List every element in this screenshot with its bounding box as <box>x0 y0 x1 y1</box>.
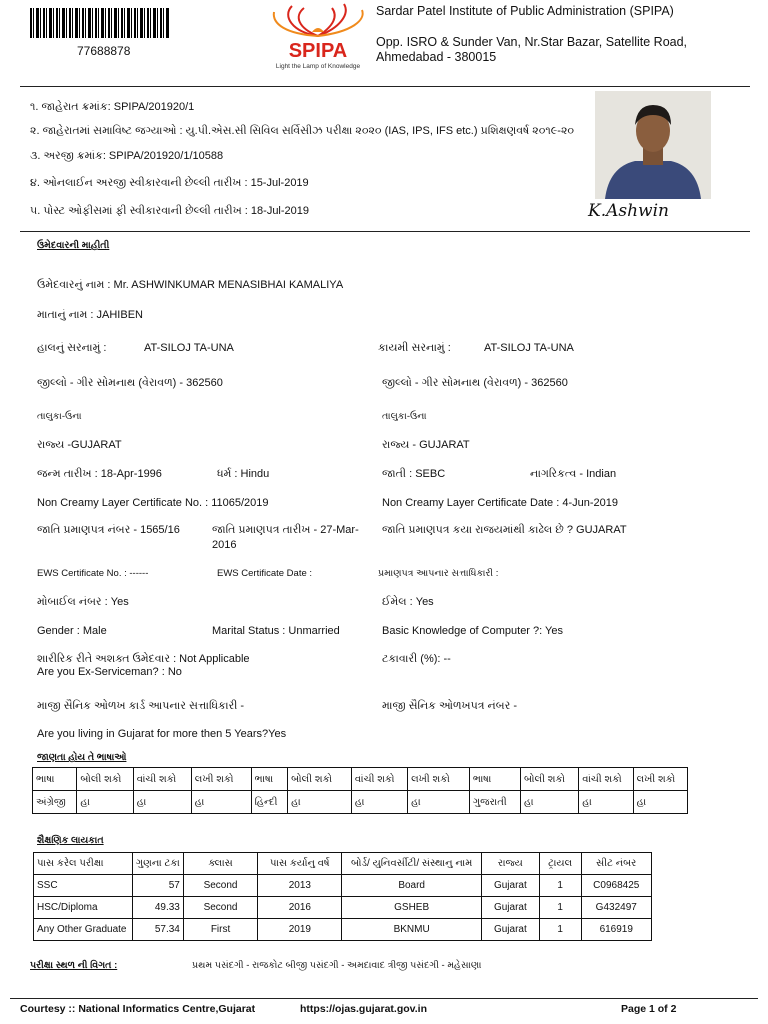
exam-place-label: પરીક્ષા સ્થળ ની વિગત : <box>30 960 118 971</box>
permanent-address-label: કાયમી સરનામું : <box>378 342 451 354</box>
date-of-birth: જન્મ તારીખ : 18-Apr-1996 <box>37 468 162 480</box>
edu-header-cell: પાસ કર્યાનુ વર્ષ <box>258 853 342 875</box>
edu-cell: 1 <box>539 897 581 919</box>
mother-name: માતાનું નામ : JAHIBEN <box>37 309 143 321</box>
edu-cell: Gujarat <box>481 919 539 941</box>
disability: શારીરિક રીતે અશક્ત ઉમેદવાર : Not Applicable <box>37 653 250 665</box>
spipa-logo <box>262 2 374 80</box>
education-table <box>33 852 652 941</box>
district-current: જીલ્લો - ગીર સોમનાથ (વેરાવળ) - 362560 <box>37 377 223 389</box>
edu-cell: G432497 <box>581 897 651 919</box>
edu-header-cell: પાસ કરેલ પરીક્ષા <box>34 853 133 875</box>
gender: Gender : Male <box>37 625 107 637</box>
education-row <box>34 875 652 897</box>
lang-cell: હા <box>579 791 633 814</box>
candidate-signature: K.Ashwin <box>588 201 669 221</box>
certificate-authority: પ્રમાણપત્ર આપનાર સત્તાધિકારી : <box>378 568 499 579</box>
lang-header-cell: બોલી શકો <box>77 768 133 791</box>
lang-cell: હા <box>521 791 579 814</box>
caste-certificate-no: જાતિ પ્રમાણપત્ર નંબર - 1565/16 <box>37 524 180 536</box>
ex-serviceman-card-authority: માજી સૈનિક ઓળખ કાર્ડ આપનાર સત્તાધિકારી - <box>37 700 245 712</box>
fee-last-date: ૫. પોસ્ટ ઓફીસમાં ફી સ્વીકારવાની છેલ્લી તારીખ : 18-Jul-2019 <box>30 205 310 217</box>
institute-name: Sardar Patel Institute of Public Administration (SPIPA) <box>376 4 674 18</box>
edu-cell: First <box>183 919 257 941</box>
lang-cell: ગુજરાતી <box>469 791 520 814</box>
lang-cell: હા <box>633 791 687 814</box>
state-permanent: રાજ્ય - GUJARAT <box>382 439 470 451</box>
edu-cell: C0968425 <box>581 875 651 897</box>
lang-header-cell: બોલી શકો <box>288 768 352 791</box>
lang-header-cell: ભાષા <box>33 768 77 791</box>
living-in-gujarat: Are you living in Gujarat for more then 5 Years?Yes <box>37 728 287 740</box>
nationality: નાગરિકત્વ - Indian <box>530 468 617 480</box>
education-title: શૈક્ષણિક લાયકાત <box>37 835 104 846</box>
online-last-date: ૪. ઓનલાઈન અરજી સ્વીકારવાની છેલ્લી તારીખ : 15-Jul-2019 <box>30 177 309 189</box>
caste-certificate-state: જાતિ પ્રમાણપત્ર કયા રાજયમાંથી કાઢેલ છે ? GUJARAT <box>382 524 627 536</box>
edu-cell: Any Other Graduate <box>34 919 133 941</box>
candidate-photo <box>595 91 711 199</box>
edu-cell: 1 <box>539 919 581 941</box>
edu-cell: Board <box>342 875 481 897</box>
section-divider <box>20 231 750 232</box>
header-divider <box>20 86 750 87</box>
ews-certificate-date: EWS Certificate Date : <box>217 568 313 579</box>
ncl-certificate-no: Non Creamy Layer Certificate No. : 11065/2019 <box>37 497 269 509</box>
footer-divider <box>10 998 758 999</box>
lang-cell: હા <box>288 791 352 814</box>
current-address: AT-SILOJ TA-UNA <box>144 342 234 354</box>
current-address-label: હાલનું સરનામું : <box>37 342 107 354</box>
lang-cell: હા <box>77 791 133 814</box>
lang-header-cell: લખી શકો <box>633 768 687 791</box>
edu-cell: GSHEB <box>342 897 481 919</box>
ex-serviceman-card-no: માજી સૈનિક ઓળખપત્ર નંબર - <box>382 700 517 712</box>
exam-place-choices: પ્રથમ પસંદગી - રાજકોટ બીજી પસંદગી - અમદાવાદ ત્રીજી પસંદગી - મહેસાણા <box>192 960 482 971</box>
lang-header-cell: લખી શકો <box>408 768 470 791</box>
edu-cell: SSC <box>34 875 133 897</box>
edu-cell: 2019 <box>258 919 342 941</box>
edu-header-cell: બોર્ડ/ યુનિવર્સીટી/ સંસ્થાનુ નામ <box>342 853 481 875</box>
taluka-current: તાલુકા-ઉના <box>37 411 82 422</box>
caste-certificate-date: જાતિ પ્રમાણપત્ર તારીખ - 27-Mar- <box>212 524 359 536</box>
edu-cell: BKNMU <box>342 919 481 941</box>
permanent-address: AT-SILOJ TA-UNA <box>484 342 574 354</box>
languages-header-row <box>33 768 688 791</box>
advert-number: ૧. જાહેરાત ક્રમાંક: SPIPA/201920/1 <box>30 101 195 113</box>
edu-cell: 49.33 <box>132 897 183 919</box>
religion: ધર્મ : Hindu <box>217 468 270 480</box>
edu-cell: Gujarat <box>481 875 539 897</box>
taluka-permanent: તાલુકા-ઉના <box>382 411 427 422</box>
edu-cell: 616919 <box>581 919 651 941</box>
application-number: ૩. અરજી ક્રમાંક: SPIPA/201920/1/10588 <box>30 150 224 162</box>
lang-header-cell: વાંચી શકો <box>351 768 407 791</box>
education-row <box>34 897 652 919</box>
lang-cell: હા <box>408 791 470 814</box>
email: ઈમેલ : Yes <box>382 596 434 608</box>
caste: જાતી : SEBC <box>382 468 446 480</box>
lang-header-cell: ભાષા <box>251 768 287 791</box>
ncl-certificate-date: Non Creamy Layer Certificate Date : 4-Jun-2019 <box>382 497 618 509</box>
advert-posts: ૨. જાહેરાતમાં સમાવિષ્ટ જગ્યાઓ : યુ.પી.એસ.સી સિવિલ સર્વિસીઝ પરીક્ષા ૨૦૨૦ (IAS, IPS, IFS etc.) પ્રશિક્ષણવર્ષ ૨૦૧૯-૨૦ <box>30 125 575 137</box>
svg-text:SPIPA: SPIPA <box>288 40 348 62</box>
edu-header-cell: ગુણના ટકા <box>132 853 183 875</box>
edu-cell: HSC/Diploma <box>34 897 133 919</box>
lang-header-cell: વાંચી શકો <box>133 768 191 791</box>
edu-cell: 2013 <box>258 875 342 897</box>
languages-title: જાણતા હોય તે ભાષાઓ <box>37 752 127 763</box>
mobile: મોબાઈલ નંબર : Yes <box>37 596 129 608</box>
education-header-row <box>34 853 652 875</box>
ex-serviceman: Are you Ex-Serviceman? : No <box>37 666 182 678</box>
lang-header-cell: લખી શકો <box>191 768 251 791</box>
education-row <box>34 919 652 941</box>
barcode <box>30 8 170 38</box>
caste-certificate-date-year: 2016 <box>212 539 237 551</box>
edu-cell: 57 <box>132 875 183 897</box>
lang-cell: હા <box>351 791 407 814</box>
svg-text:Light the Lamp of Knowledge: Light the Lamp of Knowledge <box>275 63 361 70</box>
edu-cell: Second <box>183 875 257 897</box>
barcode-number: 77688878 <box>77 44 131 58</box>
lang-header-cell: વાંચી શકો <box>579 768 633 791</box>
edu-header-cell: રાજ્ય <box>481 853 539 875</box>
lang-header-cell: ભાષા <box>469 768 520 791</box>
edu-cell: 57.34 <box>132 919 183 941</box>
state-current: રાજ્ય -GUJARAT <box>37 439 122 451</box>
edu-header-cell: સીટ નંબર <box>581 853 651 875</box>
edu-cell: 1 <box>539 875 581 897</box>
edu-cell: 2016 <box>258 897 342 919</box>
candidate-name: ઉમેદવારનું નામ : Mr. ASHWINKUMAR MENASIBHAI KAMALIYA <box>37 279 344 291</box>
lang-cell: હા <box>133 791 191 814</box>
lang-cell: હિન્દી <box>251 791 287 814</box>
edu-cell: Gujarat <box>481 897 539 919</box>
edu-header-cell: ટ્રાયલ <box>539 853 581 875</box>
institute-address-2: Ahmedabad - 380015 <box>376 50 497 64</box>
percentage: ટકાવારી (%): -- <box>382 653 451 665</box>
marital-status: Marital Status : Unmarried <box>212 625 340 637</box>
edu-header-cell: ક્લાસ <box>183 853 257 875</box>
computer-knowledge: Basic Knowledge of Computer ?: Yes <box>382 625 564 637</box>
footer-courtesy: Courtesy :: National Informatics Centre,Gujarat <box>20 1003 256 1015</box>
institute-address-1: Opp. ISRO & Sunder Van, Nr.Star Bazar, Satellite Road, <box>376 35 688 49</box>
languages-table <box>32 767 688 814</box>
languages-data-row <box>33 791 688 814</box>
candidate-section-title: ઉમેદવારની માહીતી <box>37 240 110 251</box>
ews-certificate-no: EWS Certificate No. : ------ <box>37 568 149 579</box>
district-permanent: જીલ્લો - ગીર સોમનાથ (વેરાવળ) - 362560 <box>382 377 568 389</box>
footer-url[interactable]: https://ojas.gujarat.gov.in <box>300 1003 427 1015</box>
lang-cell: અંગ્રેજી <box>33 791 77 814</box>
lang-header-cell: બોલી શકો <box>521 768 579 791</box>
lang-cell: હા <box>191 791 251 814</box>
footer-page-number: Page 1 of 2 <box>621 1003 677 1015</box>
edu-cell: Second <box>183 897 257 919</box>
